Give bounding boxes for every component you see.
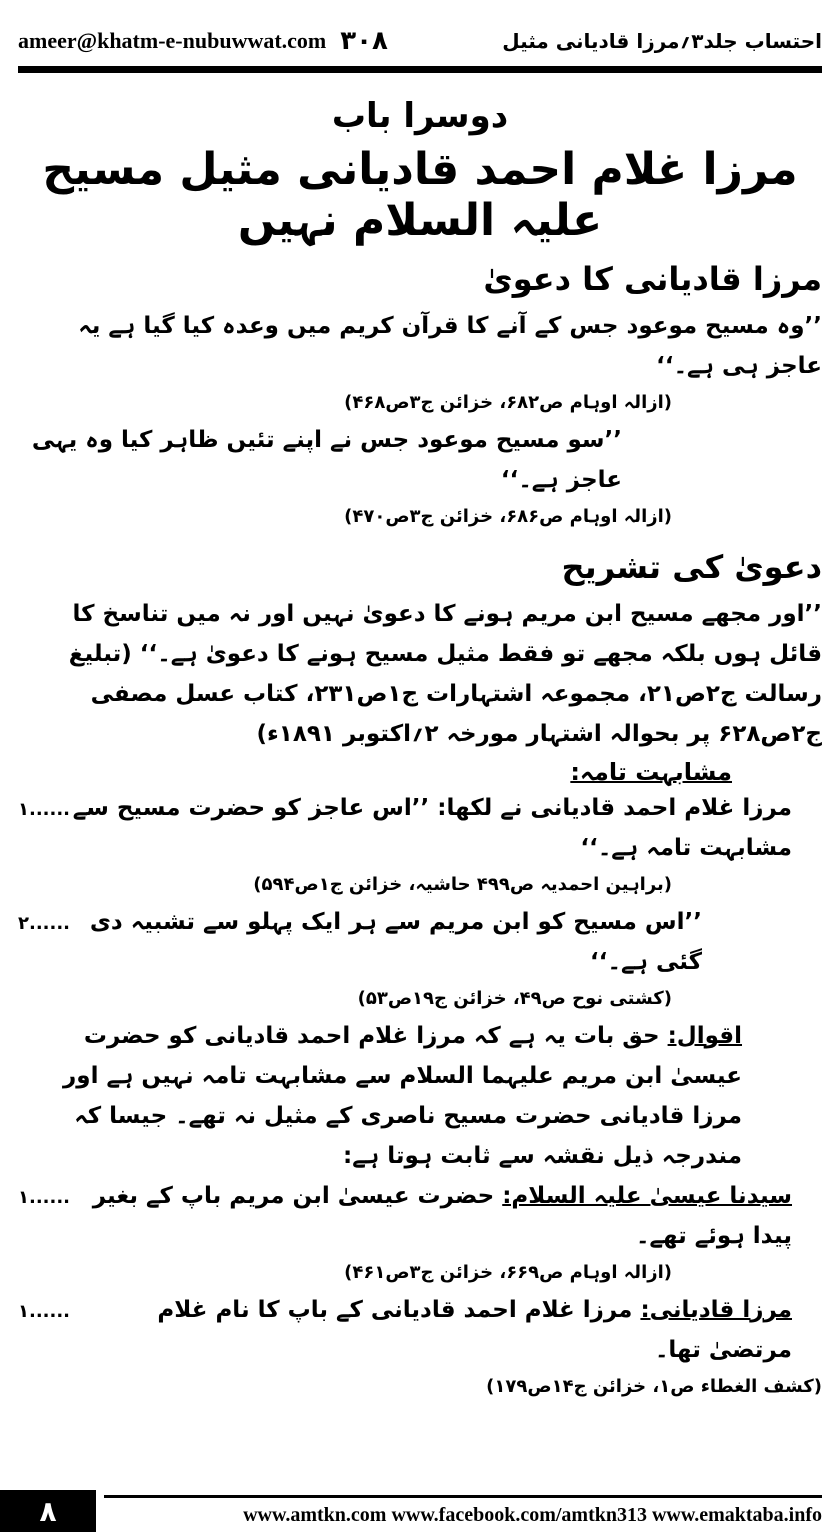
chapter-label: دوسرا باب bbox=[331, 96, 509, 136]
sayings-item-1-number: ۱...... bbox=[18, 1187, 71, 1208]
sayings-text: حق بات یہ ہے کہ مرزا غلام احمد قادیانی کو حضرت عیسیٰ ابن مریم علیہما السلام سے مشابہت تامہ نہیں ہے اور مرزا قادیانی حضرت مسیح ناصری کے مثیل نہ تھے۔ جیسا کہ مندرجہ ذیل نقشہ سے ثابت ہوتا ہے: bbox=[63, 1023, 742, 1169]
sayings-reference-2: (کشف الغطاء ص۱، خزائن ج۱۴ص۱۷۹) bbox=[486, 1376, 822, 1397]
explanation-heading: دعویٰ کی تشریح bbox=[561, 548, 822, 586]
sayings-reference-1: (ازالہ اوہام ص۶۶۹، خزائن ج۳ص۴۶۱) bbox=[344, 1262, 672, 1283]
claim-quote-1: ’’وہ مسیح موعود جس کے آنے کا قرآن کریم میں وعدہ کیا گیا ہے یہ عاجز ہی ہے۔‘‘ bbox=[78, 313, 822, 379]
sayings-item-1-text: حضرت عیسیٰ ابن مریم باپ کے بغیر پیدا ہوئے تھے۔ bbox=[92, 1183, 792, 1249]
sayings-item-1-content bbox=[70, 1176, 822, 1256]
resemblance-item-2-text: ’’اس مسیح کو ابن مریم سے ہر ایک پہلو سے تشبیہ دی گئی ہے۔‘‘ bbox=[89, 909, 702, 975]
resemblance-reference-1: (براہین احمدیہ ص۴۹۹ حاشیہ، خزائن ج۱ص۵۹۴) bbox=[253, 874, 672, 895]
sayings-item-2-label: مرزا قادیانی: bbox=[640, 1297, 792, 1323]
footer-urls: www.amtkn.com www.facebook.com/amtkn313 www.emaktaba.info bbox=[104, 1495, 822, 1532]
sayings-item-1-label: سیدنا عیسیٰ علیہ السلام: bbox=[502, 1183, 792, 1209]
header-email: ameer@khatm-e-nubuwwat.com bbox=[18, 28, 327, 53]
header-rule bbox=[18, 66, 822, 73]
resemblance-item-2 bbox=[18, 902, 822, 982]
resemblance-subheading-text: مشابہت تامہ: bbox=[570, 758, 732, 786]
claim-quote-2: ’’سو مسیح موعود جس نے اپنے تئیں ظاہر کیا وہ یہی عاجز ہے۔‘‘ bbox=[31, 427, 622, 493]
claim-reference-2: (ازالہ اوہام ص۶۸۶، خزائن ج۳ص۴۷۰) bbox=[344, 506, 672, 527]
sayings-label: اقوال: bbox=[667, 1023, 742, 1049]
sayings-item-2-number: ۱...... bbox=[18, 1301, 71, 1322]
resemblance-item-1-text: مرزا غلام احمد قادیانی نے لکھا: ’’اس عاجز کو حضرت مسیح سے مشابہت تامہ ہے۔‘‘ bbox=[72, 795, 792, 861]
header-running-title: احتساب جلد۳؍مرزا قادیانی مثیل bbox=[502, 29, 822, 53]
resemblance-item-1-number: ۱...... bbox=[18, 799, 71, 820]
header-left bbox=[18, 26, 388, 56]
page-header bbox=[18, 18, 822, 64]
resemblance-reference-2: (کشتی نوح ص۴۹، خزائن ج۱۹ص۵۳) bbox=[357, 988, 672, 1009]
sayings-item-2 bbox=[18, 1290, 822, 1370]
sayings-item-1 bbox=[18, 1176, 822, 1256]
sayings-paragraph bbox=[18, 1016, 822, 1176]
resemblance-subheading bbox=[18, 758, 822, 786]
page-content bbox=[18, 96, 822, 1404]
claim-reference-1: (ازالہ اوہام ص۶۸۲، خزائن ج۳ص۴۶۸) bbox=[344, 392, 672, 413]
chapter-title: مرزا غلام احمد قادیانی مثیل مسیح علیہ السلام نہیں bbox=[42, 144, 798, 246]
page-footer bbox=[0, 1490, 840, 1532]
sayings-item-2-content bbox=[70, 1290, 822, 1370]
resemblance-item-2-number: ۲...... bbox=[18, 913, 71, 934]
header-page-number: ۳۰۸ bbox=[340, 26, 388, 56]
explanation-text: ’’اور مجھے مسیح ابن مریم ہونے کا دعویٰ نہیں اور نہ میں تناسخ کا قائل ہوں بلکہ مجھے تو فقط مثیل مسیح ہونے کا دعویٰ ہے۔‘‘ (تبلیغ رسالت ج۲ص۲۱، مجموعہ اشتہارات ج۱ص۲۳۱، کتاب عسل مصفی ج۲ص۶۲۸ پر بحوالہ اشتہار مورخہ ۲؍اکتوبر ۱۸۹۱ء) bbox=[68, 601, 822, 747]
sayings-item-2-text: مرزا غلام احمد قادیانی کے باپ کا نام غلام مرتضیٰ تھا۔ bbox=[157, 1297, 792, 1363]
footer-page-digit: ۸ bbox=[0, 1490, 96, 1532]
resemblance-item-1 bbox=[18, 788, 822, 868]
claim-heading: مرزا قادیانی کا دعویٰ bbox=[483, 260, 822, 298]
